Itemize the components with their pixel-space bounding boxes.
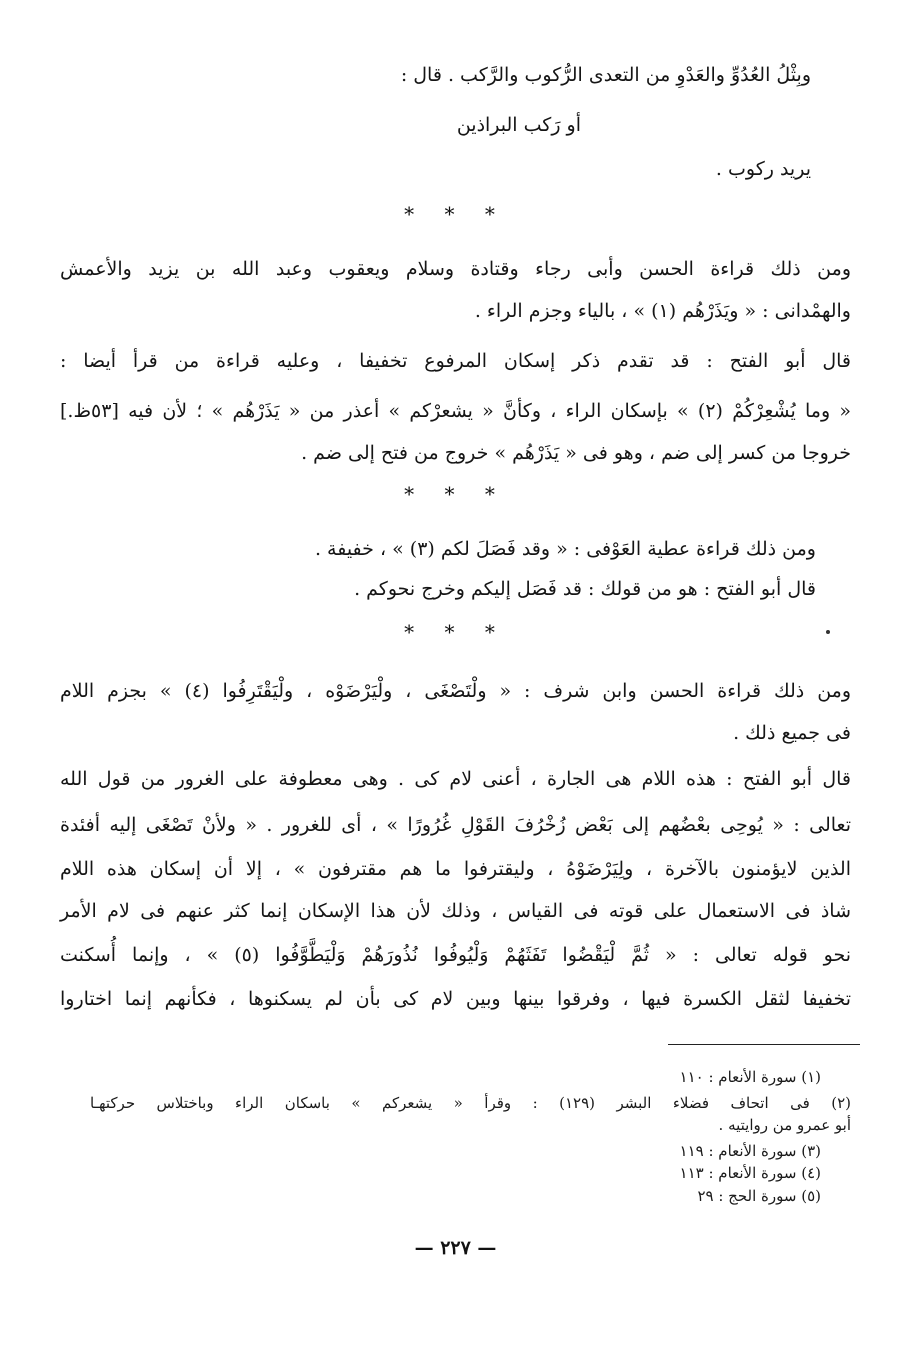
paragraph-line: خروجا من كسر إلى ضم ، وهو فى « يَذَرْهُم » خروج من فتح إلى ضم . [301,442,851,464]
section-separator-3: * * * [404,620,507,644]
paragraph-line: ومن ذلك قراءة عطية العَوْفى : « وقد فَصَلَ لكم (٣) » ، خفيفة . [314,538,816,560]
footnote-4: (٤) سورة الأنعام : ١١٣ [679,1164,821,1182]
paragraph-line: الذين لايؤمنون بالآخرة ، ولِيَرْضَوْهُ ، وليقترفوا ما هم مقترفون » ، إلا أن إسكان هذه اللام [60,858,851,880]
footnote-1: (١) سورة الأنعام : ١١٠ [679,1068,821,1086]
paragraph-line: ومن ذلك قراءة الحسن وأبى رجاء وقتادة وسلام ويعقوب وعبد الله بن يزيد والأعمش [60,258,851,280]
paragraph-line: شاذ فى الاستعمال على قوته فى القياس ، وذلك لأن هذا الإسكان إنما كثر عنهم فى لام الأمر [60,900,851,922]
footnote-2: (٢) فى اتحاف فضلاء البشر (١٢٩) : وقرأ « يشعركم » باسكان الراء وباختلاس حركتهـا [90,1094,851,1112]
stray-mark [826,630,830,634]
paragraph-line: قال أبو الفتح : هذه اللام هى الجارة ، أعنى لام كى . وهى معطوفة على الغرور من قول الله [60,768,851,790]
paragraph-line: « وما يُشْعِرْكُمْ (٢) » بإسكان الراء ، وكأنَّ « يشعرْكم » أعذر من « يَذَرْهُم » ؛ لأن فيه [٥٣ظ.] [60,400,851,422]
paragraph-line: تعالى : « يُوحِى بعْضُهم إلى بَعْض زُخْرُفَ القَوْلِ غُرُورًا » ، أى للغرور . « ولأنْ تَصْغَى إليه أفئدة [60,814,851,836]
text-line-3: يريد ركوب . [715,158,811,180]
page-number: — ٢٢٧ — [414,1237,497,1259]
section-separator-2: * * * [404,482,507,506]
paragraph-line: والهمْدانى : « ويَذَرْهُم (١) » ، بالياء وجزم الراء . [474,300,851,322]
paragraph-line: تخفيفا لثقل الكسرة فيها ، وفرقوا بينها وبين لام كى بأن لم يسكنوها ، فكأنهم إنما اختاروا [60,988,851,1010]
text-line-1: وبِثْلُ العُدُوِّ والعَدْوِ من التعدى الرُّكوب والرَّكب . قال : [400,64,811,86]
section-separator-1: * * * [404,202,507,226]
footnote-5: (٥) سورة الحج : ٢٩ [697,1187,821,1205]
verse-line: أو رَكب البراذين [456,114,581,136]
paragraph-line: قال أبو الفتح : قد تقدم ذكر إسكان المرفوع تخفيفا ، وعليه قراءة من قرأ أيضا : [60,350,851,372]
paragraph-line: ومن ذلك قراءة الحسن وابن شرف : « ولْتَصْغَى ، ولْيَرْضَوْه ، ولْيَقْتَرِفُوا (٤) » بجزم اللام [60,680,852,702]
paragraph-line: نحو قوله تعالى : « ثُمَّ لْيَقْضُوا تَفَثَهُمْ وَلْيُوفُوا نُذُورَهُمْ وَلْيَطَّوَّفُوا (٥) » ، وإنما أُسكنت [60,944,851,966]
footnote-rule [668,1044,860,1045]
paragraph-line: قال أبو الفتح : هو من قولك : قد فَصَل إليكم وخرج نحوكم . [354,578,816,600]
footnote-3: (٣) سورة الأنعام : ١١٩ [679,1142,821,1160]
paragraph-line: فى جميع ذلك . [733,722,851,744]
footnote-2-continuation: أبو عمرو من روايتيه . [718,1116,851,1134]
